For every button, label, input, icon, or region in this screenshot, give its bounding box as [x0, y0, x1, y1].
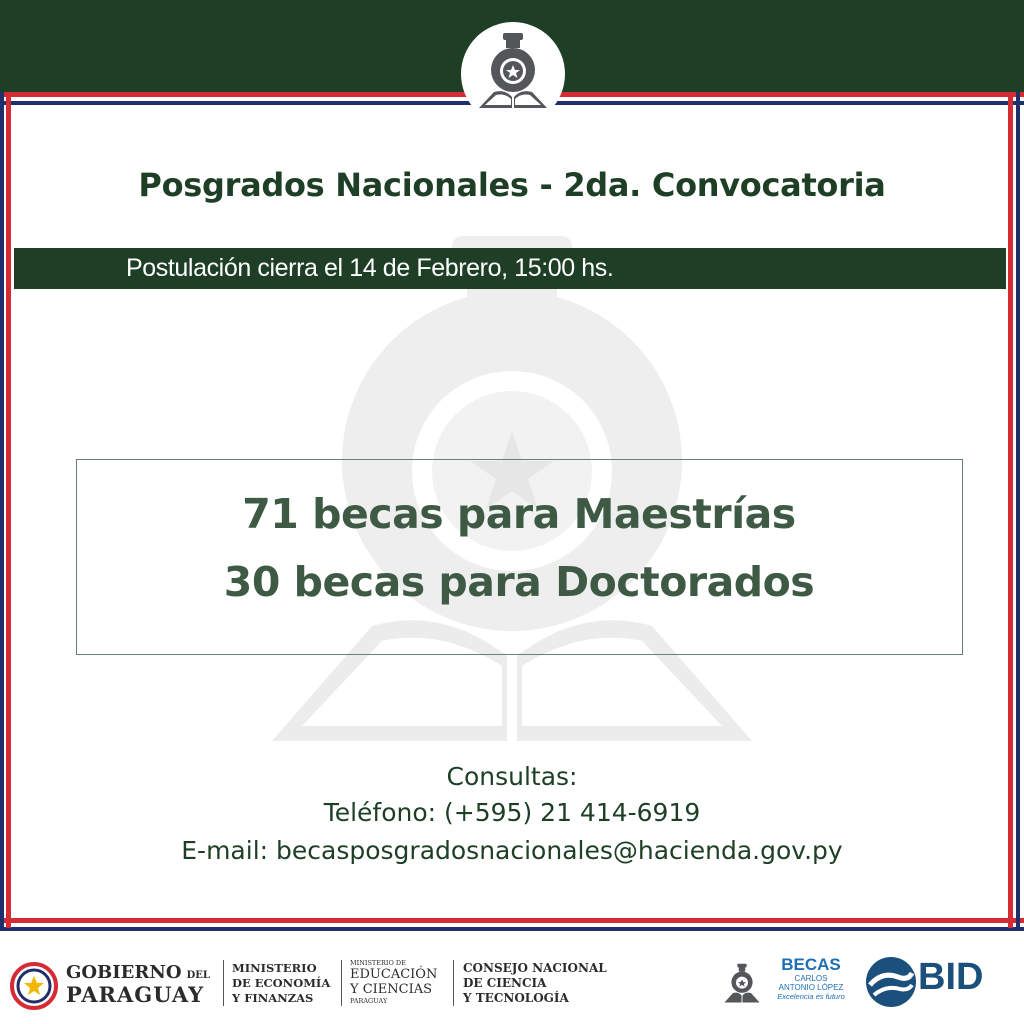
contact-heading: Consultas: — [446, 762, 578, 791]
footer-separator — [453, 960, 454, 1006]
emblem-icon — [461, 22, 565, 126]
mec-logo — [350, 959, 437, 1005]
contact-email: E-mail: becasposgradosnacionales@hacienda.gov.py — [181, 836, 843, 865]
contact-phone: Teléfono: (+595) 21 414-6919 — [323, 798, 701, 827]
bid-text: BID — [918, 956, 984, 998]
paraguay-seal-icon — [10, 962, 58, 1010]
conacyt-logo — [463, 961, 607, 1006]
emblem-badge — [461, 22, 565, 126]
scholarships-box — [76, 459, 963, 655]
becas-line-2: ANTONIO LÓPEZ — [778, 983, 844, 992]
becas-line-1: CARLOS — [794, 974, 828, 983]
conacyt-line-2: DE CIENCIA — [463, 976, 547, 990]
mef-line-3: Y FINANZAS — [232, 991, 314, 1005]
mef-line-1: MINISTERIO — [232, 961, 317, 975]
becas-logo — [774, 956, 848, 1002]
becas-emblem-icon — [718, 958, 766, 1010]
mec-sub: PARAGUAY — [350, 997, 388, 1005]
footer-separator — [341, 960, 342, 1006]
footer-separator — [223, 960, 224, 1006]
gobierno-text: GOBIERNO — [66, 962, 182, 983]
mef-logo — [232, 961, 330, 1006]
gobierno-del-text: DEL — [186, 970, 210, 981]
page-title: Posgrados Nacionales - 2da. Convocatoria — [138, 166, 886, 204]
becas-title: BECAS — [781, 955, 841, 974]
mec-line-1: EDUCACIÓN — [350, 967, 438, 982]
conacyt-line-3: Y TECNOLOGÍA — [463, 991, 569, 1005]
mec-small: MINISTERIO DE — [350, 959, 406, 967]
conacyt-line-1: CONSEJO NACIONAL — [463, 961, 607, 975]
gobierno-logo — [66, 962, 210, 983]
masters-scholarships: 71 becas para Maestrías — [242, 490, 796, 538]
mec-line-2: Y CIENCIAS — [350, 982, 433, 997]
bid-logo-icon — [864, 955, 918, 1009]
paraguay-text: PARAGUAY — [66, 982, 205, 1007]
doctorate-scholarships: 30 becas para Doctorados — [223, 558, 815, 606]
deadline-banner — [14, 248, 1006, 289]
becas-tagline: Excelencia es futuro — [777, 992, 845, 1001]
bottom-blue-stripe — [0, 927, 1024, 931]
deadline-text: Postulación cierra el 14 de Febrero, 15:00 hs. — [126, 254, 614, 282]
mef-line-2: DE ECONOMÍA — [232, 976, 331, 990]
